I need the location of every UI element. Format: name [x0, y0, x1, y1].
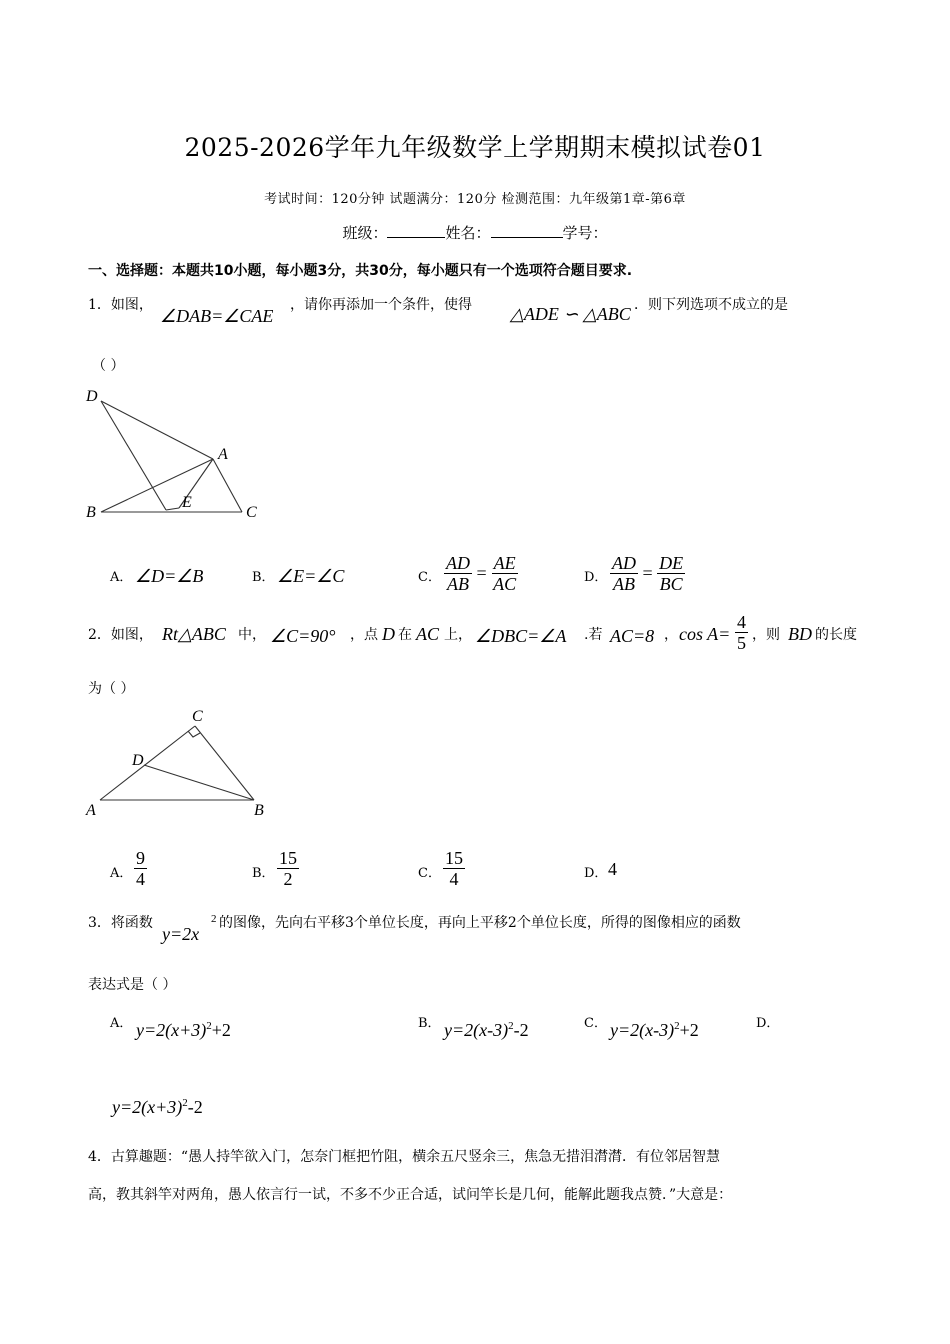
q3d-expr: y=2(x+3): [112, 1097, 183, 1117]
q2-cos-num: 4: [737, 612, 746, 632]
class-blank[interactable]: [387, 223, 445, 238]
q2b-num: 15: [279, 848, 297, 868]
q2a-num: 9: [136, 848, 145, 868]
class-label: 班级：: [342, 224, 388, 242]
q3c-sq: 2: [674, 1020, 680, 1032]
q3a-expr: y=2(x+3): [136, 1020, 207, 1040]
q2-label-c: C: [192, 708, 203, 725]
q2c-den: 4: [449, 869, 459, 889]
q1d-den1: AB: [613, 574, 635, 594]
q3-function: y=2x: [162, 924, 200, 944]
q2-option-d[interactable]: 4: [608, 859, 617, 879]
q2-t2: ，点: [350, 627, 378, 643]
q3-option-d[interactable]: [112, 1097, 203, 1118]
q2-ac: AC=8: [610, 626, 655, 646]
q3b-expr: y=2(x-3): [444, 1020, 509, 1040]
q1c-den1: AB: [447, 574, 469, 594]
q3-option-d-label[interactable]: D．: [756, 1016, 780, 1031]
q2-t1: 中，: [238, 627, 266, 643]
q1-label-a: A: [218, 446, 228, 463]
name-blank[interactable]: [491, 223, 563, 238]
q3-option-b[interactable]: [444, 1020, 529, 1041]
q2-option-c-label[interactable]: C．: [418, 866, 441, 881]
q3-line2: 表达式是（ ）: [88, 977, 177, 993]
q3-option-a[interactable]: [136, 1020, 231, 1041]
q1d-num2: DE: [659, 553, 684, 573]
q2-option-a-label[interactable]: A．: [110, 866, 133, 881]
student-info-line: [0, 222, 950, 243]
q2-t7: ，则: [752, 627, 780, 643]
q1-option-b[interactable]: ∠E=∠C: [277, 566, 345, 586]
q1-number: 1．如图，: [88, 297, 153, 313]
q1-figure: [82, 385, 272, 530]
q1-label-c: C: [246, 504, 257, 521]
section-heading: 一、选择题：本题共10小题，每小题3分，共30分，每小题只有一个选项符合题目要求.: [88, 263, 633, 279]
q2-figure: [82, 703, 272, 823]
q2-cos-den: 5: [737, 633, 746, 653]
q2-t8: 的长度: [815, 627, 857, 643]
q2-triangle: Rt△ABC: [162, 624, 226, 644]
q1-option-d-label[interactable]: D．: [584, 570, 608, 585]
q2-angle: ∠C=90°: [270, 626, 336, 646]
q2-point-d: D: [382, 624, 395, 644]
q3b-tail: -2: [513, 1020, 529, 1040]
name-label: 姓名：: [445, 224, 491, 242]
q2-t5: .若: [584, 627, 603, 643]
q4-line2: 高，教其斜竿对两角，愚人依言行一试，不多不少正合适，试问竿长是几何，能解此题我点赞．”大意是：: [88, 1187, 733, 1203]
page-title: 2025-2026学年九年级数学上学期期末模拟试卷01: [184, 133, 766, 162]
q1-option-d[interactable]: $\frac{AD}{AB}$ = $\frac{DE}{BC}$: [612, 553, 684, 594]
q3-text: 的图像，先向右平移3个单位长度，再向上平移2个单位长度，所得的图像相应的函数: [219, 915, 741, 931]
q1c-den2: AC: [493, 574, 517, 594]
q1-similarity: △ADE ∽ △ABC: [510, 304, 631, 324]
q3-option-a-label[interactable]: A．: [110, 1016, 133, 1031]
q3d-tail: -2: [187, 1097, 203, 1117]
q2a-den: 4: [136, 869, 145, 889]
q1-option-c-label[interactable]: C．: [418, 570, 441, 585]
id-label: 学号：: [562, 224, 608, 242]
q3a-tail: +2: [211, 1020, 231, 1040]
q2-label-a: A: [86, 802, 96, 819]
q2-cos-frac: [735, 612, 748, 653]
q2-seg-ac: AC: [416, 624, 440, 644]
q2-cos: cos A=: [679, 624, 731, 644]
q1-option-c[interactable]: $\frac{AD}{AB}$ = $\frac{AE}{AC}$: [446, 553, 517, 594]
q1-option-a[interactable]: ∠D=∠B: [135, 566, 204, 586]
q1-label-e: E: [182, 494, 192, 511]
q2-line2: 为（ ）: [88, 681, 135, 697]
q1c-num1: AD: [446, 553, 470, 573]
q3-exponent: 2: [211, 913, 217, 925]
q2-option-b-label[interactable]: B．: [252, 866, 275, 881]
q1-paren: （ ）: [92, 358, 125, 374]
q1-label-b: B: [86, 504, 96, 521]
q3c-tail: +2: [679, 1020, 699, 1040]
q2-option-c[interactable]: [443, 848, 465, 889]
q3-option-c[interactable]: [610, 1020, 699, 1041]
q1-option-b-label[interactable]: B．: [252, 570, 275, 585]
q1d-den2: BC: [659, 574, 683, 594]
q2-t4: 上，: [444, 627, 472, 643]
q2c-num: 15: [445, 848, 463, 868]
q2b-den: 2: [283, 869, 293, 889]
exam-info: 考试时间：120分钟 试题满分：120分 检测范围：九年级第1章-第6章: [264, 192, 686, 207]
q2-label-d: D: [132, 752, 144, 769]
q1-label-d: D: [86, 388, 98, 405]
q2-t6: ，: [664, 627, 678, 643]
q3a-sq: 2: [206, 1020, 212, 1032]
q3-option-b-label[interactable]: B．: [418, 1016, 441, 1031]
q3d-sq: 2: [182, 1097, 188, 1109]
q2-angle2: ∠DBC=∠A: [475, 626, 567, 646]
q1-text1: ，请你再添加一个条件，使得: [290, 297, 472, 313]
q2-label-b: B: [254, 802, 264, 819]
q1-option-a-label[interactable]: A．: [110, 570, 133, 585]
q1-text2: ．则下列选项不成立的是: [634, 297, 788, 313]
q1d-num1: AD: [612, 553, 636, 573]
q2-t3: 在: [398, 627, 412, 643]
q2-bd: BD: [788, 624, 812, 644]
q2-number: 2．如图，: [88, 627, 153, 643]
q1-condition: ∠DAB=∠CAE: [160, 306, 274, 326]
q3-option-c-label[interactable]: C．: [584, 1016, 607, 1031]
q1c-num2: AE: [493, 553, 516, 573]
q2-option-a[interactable]: [134, 848, 147, 889]
q3c-expr: y=2(x-3): [610, 1020, 675, 1040]
q2-option-d-label[interactable]: D．: [584, 866, 608, 881]
q2-option-b[interactable]: [277, 848, 299, 889]
q3b-sq: 2: [508, 1020, 514, 1032]
q4-line1: 4．古算趣题：“愚人持竿欲入门，怎奈门框把竹阻，横余五尺竖余三，焦急无措泪潸潸．有位邻居智慧: [88, 1149, 721, 1165]
q3-number: 3．将函数: [88, 915, 153, 931]
